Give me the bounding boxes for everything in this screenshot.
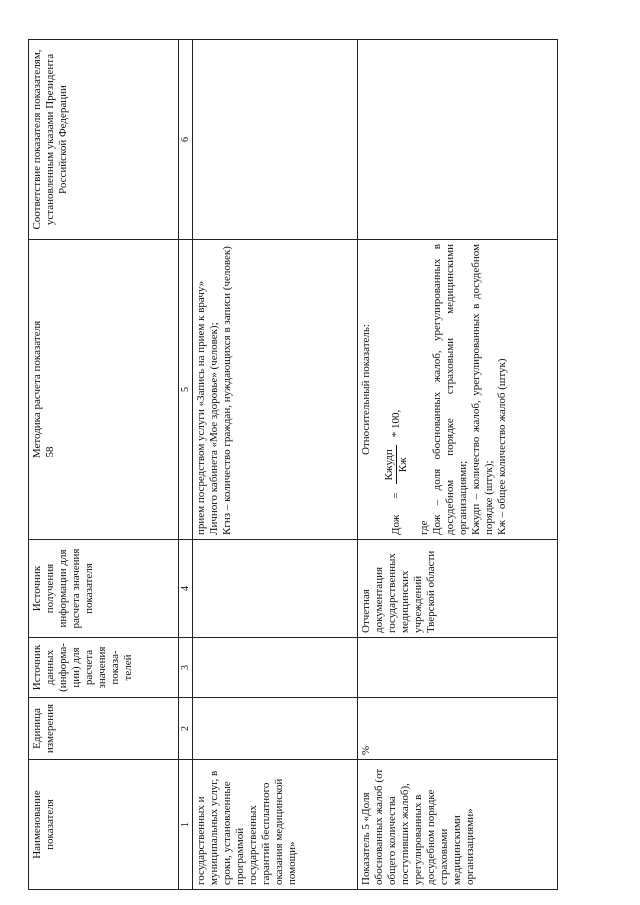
method-title: Относительный показатель: <box>360 324 372 455</box>
col-number: 4 <box>179 540 193 638</box>
row1-name: государственных и муниципальных услуг, в сроки, установленные программой государственных гарантий бесплатного оказания медицинской помощи» <box>193 760 358 890</box>
definition-2: Кжудп – количество жалоб, урегулированных в досудебном порядке (штук); <box>470 244 495 535</box>
col-number: 5 <box>179 240 193 540</box>
header-method: Методика расчета показателя <box>29 240 179 540</box>
formula <box>383 244 410 535</box>
table-row <box>193 40 358 890</box>
header-unit: Единица измерения <box>29 698 179 760</box>
formula-eq: = <box>390 492 402 499</box>
row1-method-line2: Кгнз – количество граждан, нуждающихся в записи (человек) <box>221 246 233 535</box>
col-number: 1 <box>179 760 193 890</box>
column-number-row <box>179 40 193 890</box>
row2-compliance <box>358 40 558 240</box>
row1-method-line1: прием посредством услуги «Запись на прием к врачу» Личного кабинета «Мое здоровье» (человек); <box>195 280 220 535</box>
header-data-source: Источник данных (информа-ции) для расчета значения показа-телей <box>29 638 179 698</box>
definition-3: Кж – общее количество жалоб (штук) <box>496 358 508 535</box>
row2-info-source: Отчетная документация государственных медицинских учреждений Тверской области <box>358 540 558 638</box>
col-number: 6 <box>179 40 193 240</box>
row1-info-source <box>193 540 358 638</box>
formula-denominator: Кж <box>397 457 409 473</box>
row2-unit: % <box>358 698 558 760</box>
row1-data-source <box>193 638 358 698</box>
table-row <box>358 40 558 890</box>
formula-fraction <box>383 445 410 484</box>
col-number: 3 <box>179 638 193 698</box>
row1-method <box>193 240 358 540</box>
row2-method <box>358 240 558 540</box>
page-number: 58 <box>44 446 56 458</box>
row2-name: Показатель 5 «Доля обоснованных жалоб (от общего количества поступивших жалоб), урегулированных в досудебном порядке страховыми медицинскими организациями» <box>358 760 558 890</box>
where-label: где <box>418 520 430 535</box>
header-compliance: Соответствие показателя показателям, установленным указами Президента Российской Федерации <box>29 40 179 240</box>
row2-data-source <box>358 638 558 698</box>
header-row <box>29 40 179 890</box>
definition-1: Дож – доля обоснованных жалоб, урегулированных в досудебном порядке страховыми медицинскими организациями; <box>431 244 469 535</box>
rotated-table-wrapper <box>28 40 558 890</box>
row1-compliance <box>193 40 358 240</box>
row1-unit <box>193 698 358 760</box>
formula-left: Дож <box>390 514 402 535</box>
formula-mult: * 100, <box>390 409 402 438</box>
header-info-source: Источник получения информации для расчета значения показателя <box>29 540 179 638</box>
indicator-table <box>28 39 558 890</box>
header-name: Наименование показателя <box>29 760 179 890</box>
col-number: 2 <box>179 698 193 760</box>
formula-numerator: Кжудп <box>383 445 397 484</box>
